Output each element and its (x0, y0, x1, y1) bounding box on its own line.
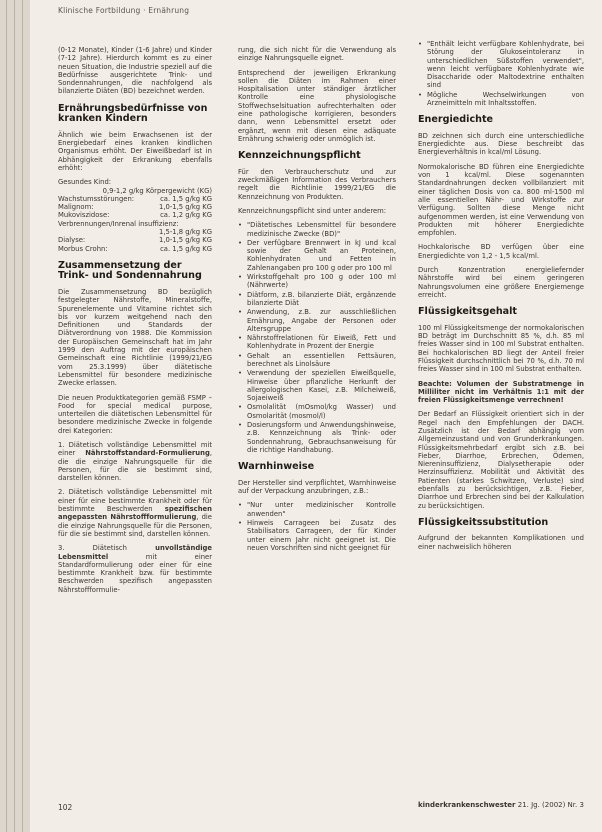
list-item: • Dosierungsform und Anwendungshinweise, z.B. Kennzeichnung als Trink- oder Sondennahrung, Gebrauchsanweisung für die richtige Handhabung. (238, 421, 396, 454)
numbered-item: 1. Diätetisch vollständige Lebensmittel mit einer Nährstoffstandard-Formulierung, die die einzige Nahrungsquelle für die Personen, für die sie bestimmt sind, darstellen können. (58, 440, 212, 483)
list-item: • "Nur unter medizinischer Kontrolle anwenden" (238, 501, 396, 518)
value-row: Mukoviszidose: ca. 1,2 g/kg KG (58, 211, 212, 220)
highlight-paragraph: Beachte: Volumen der Substratmenge in Milliliter nicht im Verhältnis 1:1 mit der freien Flüssigkeitsmenge verrechnen! (418, 379, 584, 405)
value-row: Verbrennungen/Inrenal insuffizienz: (58, 219, 179, 228)
journal-name: kinderkrankenschwester (418, 801, 516, 809)
column-2 (238, 46, 396, 558)
section-heading: Warnhinweise (238, 461, 315, 473)
paragraph: Der Bedarf an Flüssigkeit orientiert sich in der Regel nach den Empfehlungen der DACH. Zusätzlich ist der Bedarf abhängig vom Allgemeinzustand und von Grunderkrankungen. Flüssigkeitsmehrbedarf ergibt sich z.B. bei Fieber, Diarrhoe, Erbrechen, Ödemen, Niereninsuffizienz, Dialysetherapie oder Herzinsuffizienz. Mobilität und Aktivität des Patienten (starkes Schwitzen, Verluste) sind ebenfalls zu berücksichtigen, z.B. Fieber, Diarrhoe und Erbrechen sind bei der Kalkulation zu berücksichtigen. (418, 410, 584, 510)
numbered-item: 2. Diätetisch vollständige Lebensmittel mit einer für eine bestimmte Krankheit oder für bestimmte Beschwerden spezifischen angepassten Nährstoffformulierung, die die einzige Nahrungsquelle für die Personen, für die sie bestimmt sind, darstellen können. (58, 488, 212, 538)
bullet-list (418, 40, 584, 107)
paragraph: Für den Verbraucherschutz und zur zweckmäßigen Information des Verbrauchers regelt die Richtlinie 1999/21/EG die Kennzeichnung von Produkten. (238, 167, 396, 201)
value-row: 0,9-1,2 g/kg Körpergewicht (KG) (102, 186, 212, 195)
bullet-list (238, 501, 396, 552)
paragraph: 100 ml Flüssigkeitsmenge der normokalorischen BD beträgt im Durchschnitt 85 %, d.h. 85 ml freies Wasser sind in 100 ml Substrat enthalten. Bei hochkalorischen BD liegt der Anteil freier Flüssigkeit durchschnittlich bei 70 %, d.h. 70 ml freies Wasser sind in 100 ml Substrat enthalten. (418, 323, 584, 374)
list-item: • "Enthält leicht verfügbare Kohlenhydrate, bei Störung der Glukoseintoleranz in unterschiedlichen Süßstoffen verwendet", wenn leicht verfügbare Kohlenhydrate wie Disaccharide oder Maltodextrine enthalten sind (418, 40, 584, 90)
column-1 (58, 46, 212, 600)
list-item: • Hinweis Carrageen bei Zusatz des Stabilisators Carrageen, der für Kinder unter einem Jahr nicht geeignet ist. Die neuen Vorschriften sind nicht geeignet für (238, 519, 396, 552)
page-edge (0, 0, 30, 832)
numbered-item: 3. Diätetisch unvollständige Lebensmittel mit einer Standardformulierung oder einer für eine bestimmte Krankheit bzw. für bestimmte Beschwerden spezifisch angepassten Nährstoffformulie- (58, 544, 212, 594)
paragraph: Hochkalorische BD verfügen über eine Energiedichte von 1,2 - 1,5 kcal/ml. (418, 243, 584, 260)
paragraph: Ähnlich wie beim Erwachsenen ist der Energiebedarf eines kranken kindlichen Organismus erhöht. Der Eiweißbedarf ist in Abhängigkeit der Erkrankung ebenfalls erhöht: (58, 130, 212, 172)
paragraph: (0-12 Monate), Kinder (1-6 Jahre) und Kinder (7-12 Jahre). Hierdurch kommt es zu einer neuen Situation, die Industrie speziell auf die Bedürfnisse ausgerichtete Trink- und Sondennahrungen, die nachfolgend als bilanzierte Diäten (BD) bezeichnet werden. (58, 46, 212, 96)
journal-issue: 21. Jg. (2002) Nr. 3 (517, 801, 584, 809)
paragraph: Durch Konzentration energieliefernder Nährstoffe wird bei einem geringeren Nahrungsvolumen eine größere Energiemenge erreicht. (418, 266, 584, 299)
label: Gesundes Kind: (58, 178, 112, 187)
value-row: 1,5-1,8 g/kg KG (159, 228, 212, 237)
protein-values-list (58, 187, 212, 253)
list-item: • Verwendung der speziellen Eiweißquelle, Hinweise über pflanzliche Herkunft der allergologischen Kasei, z.B. Milcheiweiß, Sojaeiweiß (238, 369, 396, 402)
paragraph: Aufgrund der bekannten Komplikationen und einer nachweislich höheren (418, 534, 584, 551)
paragraph: Die neuen Produktkategorien gemäß FSMP – Food for special medical purpose, unterteilen die diätetischen Lebensmittel für besondere medizinische Zwecke in folgende drei Kategorien: (58, 393, 212, 435)
list-item: • Der verfügbare Brennwert in kJ und kcal sowie der Gehalt an Proteinen, Kohlenhydraten und Fetten in Zahlenangaben pro 100 g oder pro 100 ml (238, 239, 396, 272)
paragraph: Normokalorische BD führen eine Energiedichte von 1 kcal/ml. Diese sogenannten Standardnahrungen decken vollbilanziert mit einer täglichen Dosis von ca. 800 ml-1500 ml alle essentiellen Nähr- und Wirkstoffe zur Verfügung. Sollten diese Menge nicht aufgenommen werden, ist eine Verwendung von Produkten mit höherer Energiedichte empfohlen. (418, 162, 584, 238)
paragraph: Die Zusammensetzung BD bezüglich festgelegter Nährstoffe, Mineralstoffe, Spurenelemente und Vitamine richtet sich bis vor kurzem weitgehend nach den Definitionen und Standards der Diätverordnung von 1988. Die Kommission der Europäischen Gemeinschaft hat im Jahr 1999 den Auftrag mit der europäischen Gemeinschaft eine Richtlinie (1999/21/EG vom 25.3.1999) über diätetische Lebensmittel für besondere medizinische Zwecke erlassen. (58, 287, 212, 388)
journal-footer (418, 801, 584, 809)
bullet-list (238, 221, 396, 454)
running-header: Klinische Fortbildung · Ernährung (58, 6, 190, 15)
list-item: • Anwendung, z.B. zur ausschließlichen Ernährung, Angabe der Personen oder Altersgruppe (238, 308, 396, 333)
value-row: Wachstumsstörungen: ca. 1,5 g/kg KG (58, 194, 212, 203)
page-number: 102 (58, 803, 73, 812)
paragraph: Entsprechend der jeweiligen Erkrankung sollen die Diäten im Rahmen einer Hospitalisation unter ständiger ärztlicher Kontrolle eine physiologische Stoffwechselsituation aufrechterhalten oder eine pathologische korrigieren, besonders dann, wenn Lebensmittel ersetzt oder ergänzt, wenn mit diesen eine adäquate Ernährung schwierig oder unmöglich ist. (238, 68, 396, 143)
section-heading: Ernährungsbedürfnisse von kranken Kindern (58, 102, 208, 125)
list-item: • "Diätetisches Lebensmittel für besondere medizinische Zwecke (BD)" (238, 221, 396, 238)
section-heading: Zusammensetzung der Trink- und Sondennahrung (58, 259, 202, 282)
column-3 (418, 40, 584, 557)
list-item: • Osmolalität (mOsmol/kg Wasser) und Osmolarität (mosmol/l) (238, 403, 396, 420)
section-heading: Energiedichte (418, 114, 494, 126)
paragraph: BD zeichnen sich durch eine unterschiedliche Energiedichte aus. Diese beschreibt das Energieverhältnis in kcal/ml Lösung. (418, 131, 584, 157)
paragraph: Der Hersteller sind verpflichtet, Warnhinweise auf der Verpackung anzubringen, z.B.: (238, 478, 396, 496)
value-row: Morbus Crohn: ca. 1,5 g/kg KG (58, 244, 212, 253)
list-item: • Gehalt an essentiellen Fettsäuren, berechnet als Linolsäure (238, 352, 396, 369)
list-item: • Nährstoffrelationen für Eiweiß, Fett und Kohlenhydrate in Prozent der Energie (238, 334, 396, 351)
paragraph: rung, die sich nicht für die Verwendung als einzige Nahrungsquelle eignet. (238, 46, 396, 63)
section-heading: Flüssigkeitssubstitution (418, 516, 549, 528)
section-heading: Kennzeichnungspflicht (238, 150, 361, 162)
list-item: • Mögliche Wechselwirkungen von Arzneimitteln mit Inhaltsstoffen. (418, 91, 584, 108)
paragraph: Kennzeichnungspflicht sind unter anderem: (238, 206, 387, 215)
value-row: Dialyse: 1,0-1,5 g/kg KG (58, 236, 212, 245)
value-row: Malignom: 1,0-1,5 g/kg KG (58, 203, 212, 212)
list-item: • Diätform, z.B. bilanzierte Diät, ergänzende bilanzierte Diät (238, 291, 396, 308)
section-heading: Flüssigkeitsgehalt (418, 306, 518, 318)
list-item: • Wirkstoffgehalt pro 100 g oder 100 ml (Nährwerte) (238, 273, 396, 290)
